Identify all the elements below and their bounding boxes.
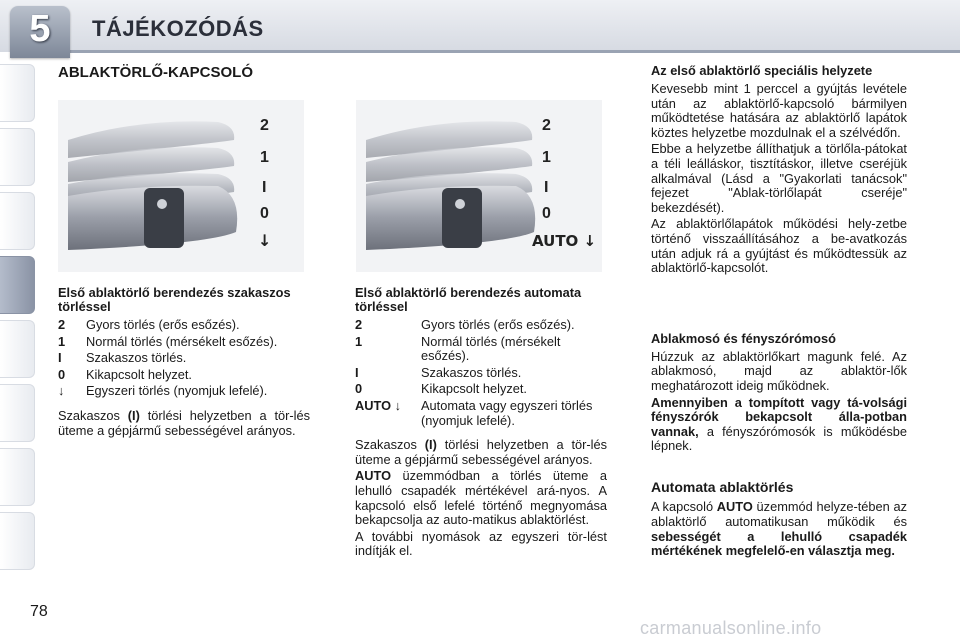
automatic-heading: Első ablaktörlő berendezés automata törléssel — [355, 285, 582, 314]
special-position-heading: Az első ablaktörlő speciális helyzete — [651, 63, 873, 78]
intermittent-wiper-section — [58, 286, 310, 440]
special-position-text-2: Ebbe a helyzetbe állíthatjuk a törlőla-pátokat a téli leálláskor, tisztításkor, illetve cseréjük alkalmával (Lásd a "Gyakorlati tanácsok" fejezet "Ablak-törlőlapát cseréje" bekezdését). — [651, 141, 907, 215]
arrow-down-icon: ↓ — [258, 231, 272, 250]
header-divider — [48, 50, 960, 53]
list-item: AUTO ↓ Automata vagy egyszeri törlés (nyomjuk lefelé). — [355, 397, 593, 428]
automatic-wiper-section — [355, 286, 607, 561]
stalk-positions — [366, 121, 535, 250]
side-tab-rail — [0, 64, 34, 574]
automatic-note-1: Szakaszos (I) törlési helyzetben a tör-lés üteme a gépjármű sebességével arányos. — [355, 437, 607, 467]
side-tab-6[interactable] — [0, 384, 35, 442]
chapter-number: 5 — [29, 8, 51, 50]
stalk-label-0: 0 — [542, 205, 551, 222]
automatic-note-3: A további nyomások az egyszeri tör-lést indítják el. — [355, 528, 607, 559]
list-item: 1 Normál törlés (mérsékelt esőzés). — [355, 333, 561, 364]
wiper-stalk-image-intermittent — [58, 100, 304, 272]
section-title: ABLAKTÖRLŐ-KAPCSOLÓ — [58, 64, 253, 81]
washer-heading: Ablakmosó és fényszórómosó — [651, 330, 836, 346]
stalk-label-2: 2 — [542, 117, 551, 134]
intermittent-note: Szakaszos (I) törlési helyzetben a tör-lés üteme a gépjármű sebességével arányos. — [58, 407, 310, 438]
special-position-text-1: Kevesebb mint 1 perccel a gyújtás levétele után az ablaktörlő-kapcsoló bármilyen működtetése hatására az ablaktörlő lapátok köztes helyzetbe mozdulnak el a szélvédőn. — [651, 81, 907, 140]
auto-wiping-text: A kapcsoló AUTO üzemmód helyze-tében az ablaktörlő automatikusan működik és sebességét a lehulló csapadék mértékének megfelelő-en választja meg. — [651, 499, 907, 559]
stalk-label-2: 2 — [260, 117, 269, 134]
side-tab-7[interactable] — [0, 448, 35, 506]
page-number: 78 — [30, 603, 48, 620]
wiper-stalk-image-auto — [356, 100, 602, 272]
automatic-note-2: AUTO üzemmódban a törlés üteme a lehulló csapadék mértékével ará-nyos. A kapcsoló első lefelé történő megnyomása bekapcsolja az auto-matikus ablaktörlést. — [355, 468, 607, 528]
washer-text-1: Húzzuk az ablaktörlőkart magunk felé. Az ablakmosó, majd az ablaktör-lők meghatározott ideig működnek. — [651, 348, 907, 393]
washer-text-2: Amennyiben a tompított vagy tá-volsági fényszórók bekapcsolt álla-potban vannak, a fényszórómosók is működésbe lépnek. — [651, 394, 907, 454]
stalk-label-1: 1 — [542, 149, 551, 166]
list-item: 0 Kikapcsolt helyzet. — [58, 366, 192, 382]
stalk-label-i: I — [544, 179, 549, 196]
stalk-label-0: 0 — [260, 205, 269, 222]
side-tab-5[interactable] — [0, 320, 35, 378]
stalk-label-1: 1 — [260, 149, 269, 166]
side-tab-1[interactable] — [0, 64, 35, 122]
intermittent-heading: Első ablaktörlő berendezés szakaszos törléssel — [58, 285, 291, 314]
list-item: ↓ Egyszeri törlés (nyomjuk lefelé). — [58, 383, 268, 399]
list-item: I Szakaszos törlés. — [58, 350, 187, 366]
side-tab-2[interactable] — [0, 128, 35, 186]
list-item: I Szakaszos törlés. — [355, 364, 522, 380]
stalk-label-i: I — [262, 179, 267, 196]
list-item: 1 Normál törlés (mérsékelt esőzés). — [58, 333, 278, 349]
special-positions-section — [651, 64, 907, 561]
watermark: carmanualsonline.info — [640, 618, 822, 638]
side-tab-4-active[interactable] — [0, 256, 35, 314]
side-tab-8[interactable] — [0, 512, 35, 570]
list-item: 2 Gyors törlés (erős esőzés). — [58, 317, 240, 332]
list-item: 0 Kikapcsolt helyzet. — [355, 381, 527, 397]
chapter-tab — [10, 6, 70, 58]
page-title: TÁJÉKOZÓDÁS — [92, 16, 264, 41]
stalk-positions — [68, 121, 237, 250]
list-item: 2 Gyors törlés (erős esőzés). — [355, 317, 575, 332]
auto-wiping-heading: Automata ablaktörlés — [651, 478, 794, 495]
special-position-text-3: Az ablaktörlőlapátok működési hely-zetbe történő visszaállításához a be-avatkozás után adjuk rá a gyújtást és működtessük az ablaktörlő-kapcsolót. — [651, 216, 907, 276]
arrow-down-icon: ↓ — [58, 383, 65, 399]
stalk-label-auto: AUTO ↓ — [532, 232, 597, 250]
side-tab-3[interactable] — [0, 192, 35, 250]
